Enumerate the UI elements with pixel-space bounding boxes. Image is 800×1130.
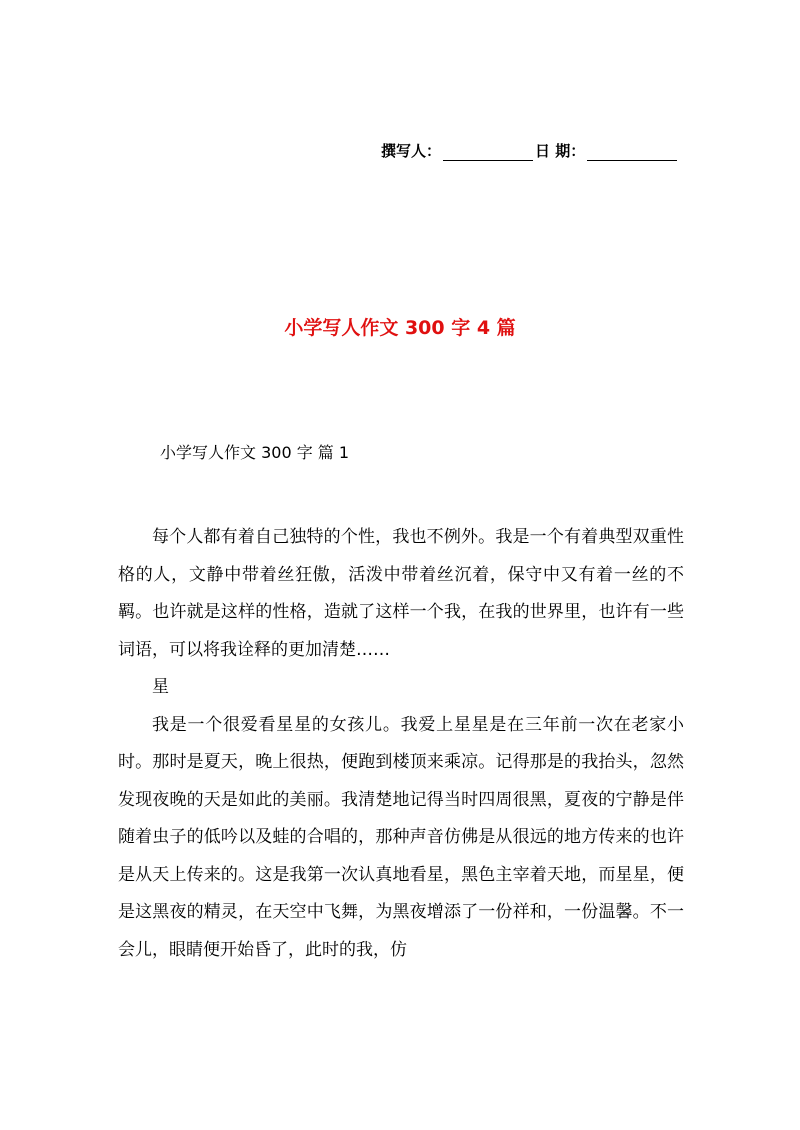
date-blank	[587, 144, 677, 161]
paragraph: 每个人都有着自己独特的个性，我也不例外。我是一个有着典型双重性格的人，文静中带着丝狂傲，活泼中带着丝沉着，保守中又有着一丝的不羁。也许就是这样的性格，造就了这样一个我，在我的世界里，也许有一些词语，可以将我诠释的更加清楚……	[118, 527, 684, 660]
paragraph: 星	[152, 677, 169, 697]
author-blank	[443, 144, 533, 161]
paragraph: 我是一个很爱看星星的女孩儿。我爱上星星是在三年前一次在老家小时。那时是夏天，晚上很热，便跑到楼顶来乘凉。记得那是的我抬头，忽然发现夜晚的天是如此的美丽。我清楚地记得当时四周很黑，夏夜的宁静是伴随着虫子的低吟以及蛙的合唱的，那种声音仿佛是从很远的地方传来的也许是从天上传来的。这是我第一次认真地看星，黑色主宰着天地，而星星，便是这黑夜的精灵，在天空中飞舞，为黑夜增添了一份祥和，一份温馨。不一会儿，眼睛便开始昏了，此时的我，仿	[118, 714, 684, 960]
author-label: 撰写人：	[381, 142, 442, 160]
author-date-line	[381, 139, 681, 161]
section-heading: 小学写人作文 300 字 篇 1	[160, 443, 350, 462]
document-title: 小学写人作文 300 字 4 篇	[284, 317, 516, 339]
date-label: 日 期：	[535, 142, 586, 160]
body-text	[118, 519, 684, 969]
